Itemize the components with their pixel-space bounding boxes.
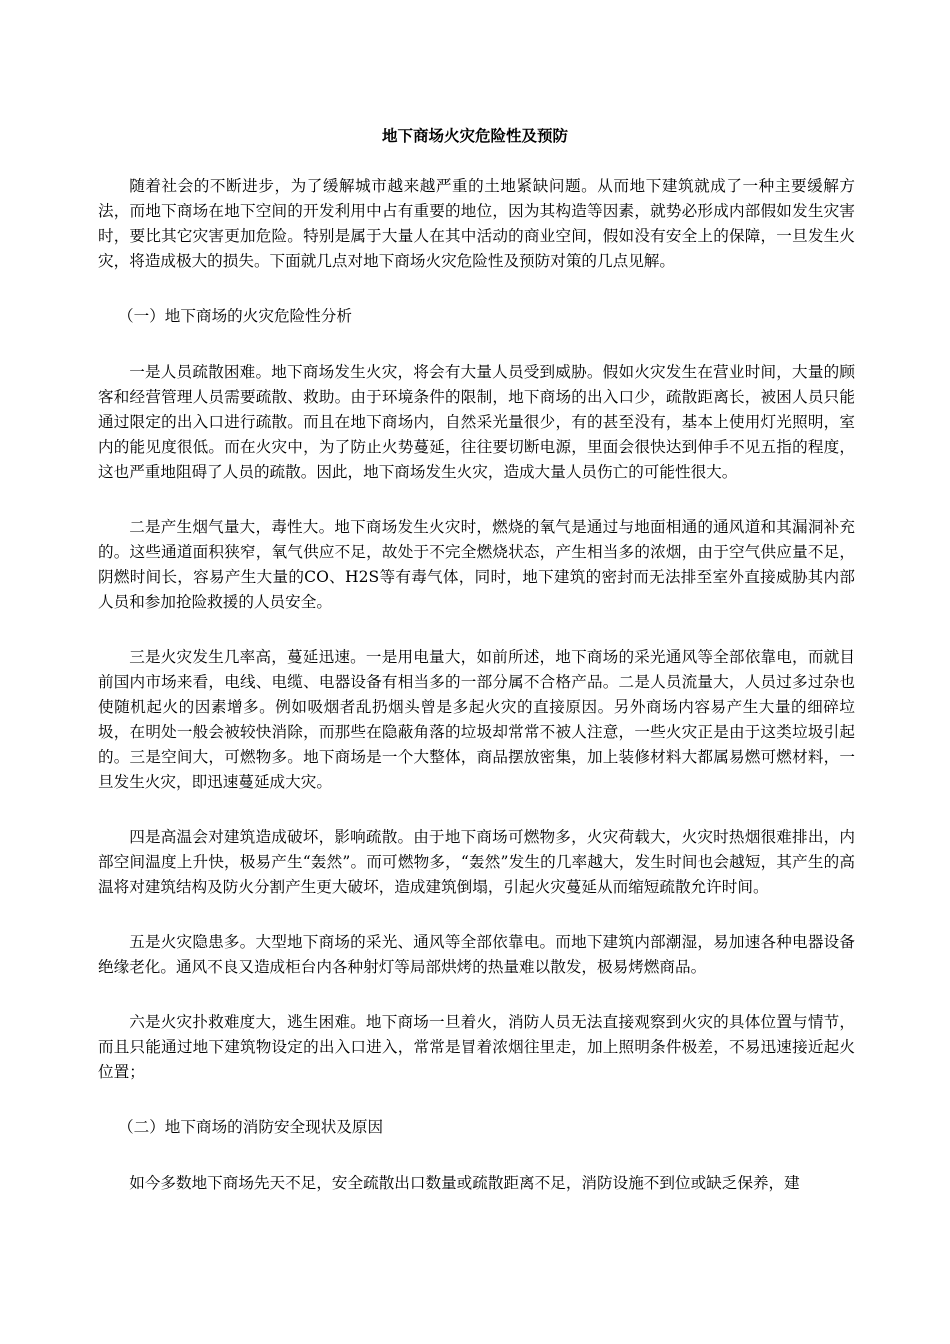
paragraph-rescue-difficulty: 六是火灾扑救难度大，逃生困难。地下商场一旦着火，消防人员无法直接观察到火灾的具体位置与情节，而且只能通过地下建筑物设定的出入口进入，常常是冒着浓烟往里走，加上照明条件极差，不易迅速接近起火位置； [98, 1013, 855, 1081]
paragraph-hazards: 五是火灾隐患多。大型地下商场的采光、通风等全部依靠电。而地下建筑内部潮湿，易加速各种电器设备绝缘老化。通风不良又造成柜台内各种射灯等局部烘烤的热量难以散发，极易烤燃商品。 [98, 933, 855, 976]
paragraph-smoke: 二是产生烟气量大，毒性大。地下商场发生火灾时，燃烧的氧气是通过与地面相通的通风道和其漏洞补充的。这些通道面积狭窄，氧气供应不足，故处于不完全燃烧状态，产生相当多的浓烟，由于空气供应量不足，阴燃时间长，容易产生大量的CO、H2S等有毒气体，同时，地下建筑的密封而无法排至室外直接威胁其内部人员和参加抢险救援的人员安全。 [98, 518, 855, 611]
document-title: 地下商场火灾危险性及预防 [381, 127, 568, 145]
section-heading-2: （二）地下商场的消防安全现状及原因 [118, 1118, 384, 1136]
document-body [98, 174, 855, 1226]
paragraph-evacuation: 一是人员疏散困难。地下商场发生火灾，将会有大量人员受到威胁。假如火灾发生在营业时间，大量的顾客和经营管理人员需要疏散、救助。由于环境条件的限制，地下商场的出入口少，疏散距离长，被困人员只能通过限定的出入口进行疏散。而且在地下商场内，自然采光量很少，有的甚至没有，基本上使用灯光照明，室内的能见度很低。而在火灾中，为了防止火势蔓延，往往要切断电源，里面会很快达到伸手不见五指的程度，这也严重地阻碍了人员的疏散。因此，地下商场发生火灾，造成大量人员伤亡的可能性很大。 [98, 363, 855, 481]
intro-paragraph: 随着社会的不断进步，为了缓解城市越来越严重的土地紧缺问题。从而地下建筑就成了一种主要缓解方法，而地下商场在地下空间的开发利用中占有重要的地位，因为其构造等因素，就势必形成内部假如发生灾害时，要比其它灾害更加危险。特别是属于大量人在其中活动的商业空间，假如没有安全上的保障，一旦发生火灾，将造成极大的损失。下面就几点对地下商场火灾危险性及预防对策的几点见解。 [98, 177, 855, 270]
paragraph-current-status: 如今多数地下商场先天不足，安全疏散出口数量或疏散距离不足，消防设施不到位或缺乏保养，建 [129, 1174, 800, 1192]
paragraph-fire-spread: 三是火灾发生几率高，蔓延迅速。一是用电量大，如前所述，地下商场的采光通风等全部依靠电，而就目前国内市场来看，电线、电缆、电器设备有相当多的一部分属不合格产品。二是人员流量大，人员过多过杂也使随机起火的因素增多。例如吸烟者乱扔烟头曾是多起火灾的直接原因。另外商场内容易产生大量的细碎垃圾，在明处一般会被较快消除，而那些在隐蔽角落的垃圾却常常不被人注意，一些火灾正是由于这类垃圾引起的。三是空间大，可燃物多。地下商场是一个大整体，商品摆放密集，加上装修材料大都属易燃可燃材料，一旦发生火灾，即迅速蔓延成大灾。 [98, 648, 855, 791]
paragraph-high-temperature: 四是高温会对建筑造成破坏，影响疏散。由于地下商场可燃物多，火灾荷载大，火灾时热烟很难排出，内部空间温度上升快，极易产生“轰然”。而可燃物多，“轰然”发生的几率越大，发生时间也会越短，其产生的高温将对建筑结构及防火分割产生更大破坏，造成建筑倒塌，引起火灾蔓延从而缩短疏散允许时间。 [98, 828, 855, 896]
section-heading-1: （一）地下商场的火灾危险性分析 [118, 307, 352, 325]
